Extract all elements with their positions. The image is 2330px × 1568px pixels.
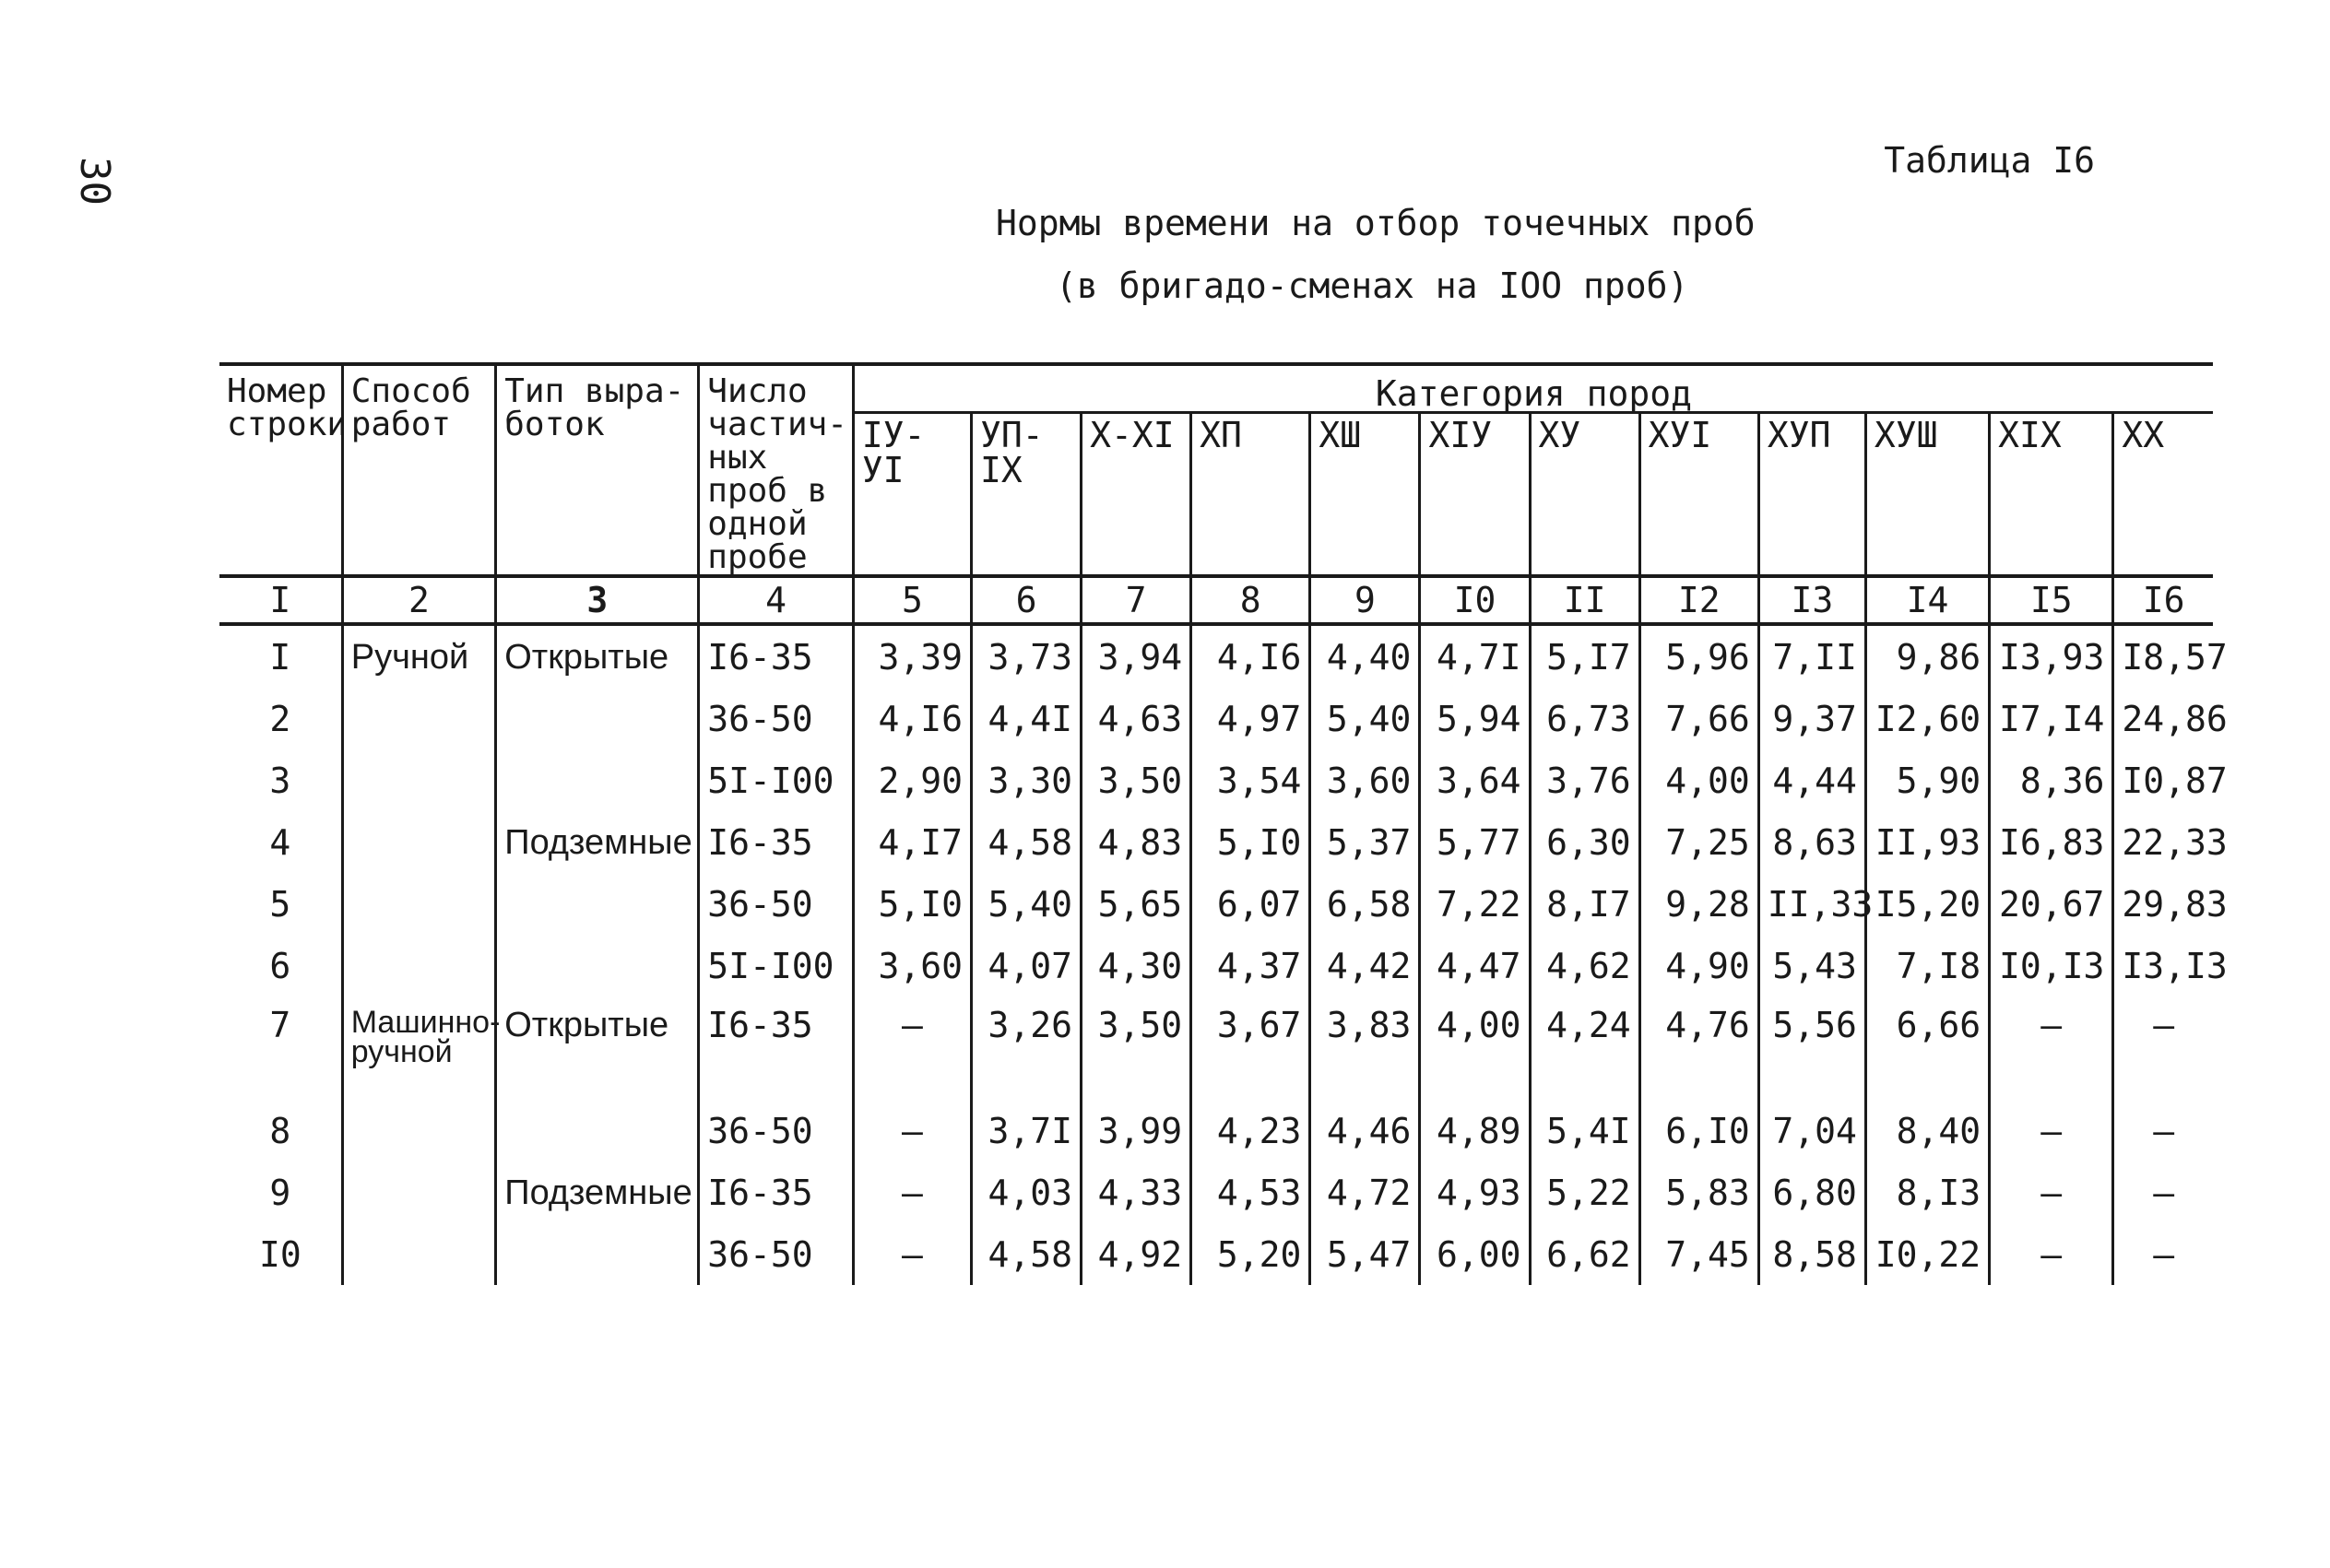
cell-value: – — [2113, 996, 2213, 1100]
cell-value: 6,00 — [1420, 1223, 1530, 1285]
cell-value: 4,58 — [971, 1223, 1081, 1285]
cell-value: 5,56 — [1758, 996, 1865, 1100]
header-category-6: XIУ — [1420, 412, 1530, 576]
cell-value: 5,94 — [1420, 688, 1530, 749]
cell-value: 6,80 — [1758, 1161, 1865, 1223]
cell-row-number: I — [269, 636, 291, 678]
cell-value: 4,I6 — [853, 688, 971, 749]
cell-value: 5,I0 — [853, 873, 971, 935]
cell-working-type: Подземные — [496, 811, 699, 873]
header-method: Способ работ — [342, 364, 496, 576]
header-category-12: XX — [2113, 412, 2213, 576]
cell-method — [342, 1223, 496, 1285]
cell-value: 5,4I — [1530, 1100, 1639, 1161]
column-number-15: I5 — [1990, 576, 2113, 624]
cell-value: 5,22 — [1530, 1161, 1639, 1223]
cell-value: 9,28 — [1639, 873, 1758, 935]
cell-value: – — [1990, 1223, 2113, 1285]
table-row — [219, 1161, 2213, 1223]
cell-value: 4,44 — [1758, 749, 1865, 811]
cell-value: 2,90 — [853, 749, 971, 811]
cell-value: 3,64 — [1420, 749, 1530, 811]
header-category-4: XП — [1191, 412, 1310, 576]
cell-value: 4,46 — [1310, 1100, 1420, 1161]
cell-partial-samples: I6-35 — [699, 996, 854, 1100]
cell-method — [342, 873, 496, 935]
cell-value: 3,50 — [1082, 749, 1191, 811]
cell-row-number: 2 — [269, 698, 291, 739]
cell-value: II,33 — [1758, 873, 1865, 935]
cell-value: I7,I4 — [1990, 688, 2113, 749]
header-partial-samples: Число частич-ных проб в одной пробе — [699, 364, 854, 576]
cell-value: I3,93 — [1990, 624, 2113, 688]
cell-value: 6,73 — [1530, 688, 1639, 749]
cell-working-type: Подземные — [496, 1161, 699, 1223]
cell-value: 3,73 — [971, 624, 1081, 688]
cell-value: 7,04 — [1758, 1100, 1865, 1161]
cell-partial-samples: I6-35 — [699, 1161, 854, 1223]
cell-value: 5,40 — [1310, 688, 1420, 749]
column-number-14: I4 — [1865, 576, 1989, 624]
cell-value: 4,30 — [1082, 935, 1191, 996]
cell-value: 7,II — [1758, 624, 1865, 688]
cell-partial-samples: 36-50 — [699, 1100, 854, 1161]
cell-value: – — [853, 1100, 971, 1161]
column-number-3: 3 — [496, 576, 699, 624]
cell-value: I5,20 — [1865, 873, 1989, 935]
cell-value: 3,76 — [1530, 749, 1639, 811]
cell-value: 6,30 — [1530, 811, 1639, 873]
cell-value: 3,26 — [971, 996, 1081, 1100]
cell-value: 8,63 — [1758, 811, 1865, 873]
cell-working-type — [496, 688, 699, 749]
cell-value: 4,83 — [1082, 811, 1191, 873]
cell-value: 4,24 — [1530, 996, 1639, 1100]
column-number-16: I6 — [2113, 576, 2213, 624]
cell-row-number: I0 — [258, 1233, 302, 1275]
header-category-group: Категория пород — [853, 364, 2213, 412]
cell-value: – — [853, 1161, 971, 1223]
cell-partial-samples: I6-35 — [699, 811, 854, 873]
cell-working-type: Открытые — [496, 624, 699, 688]
table-title: Нормы времени на отбор точечных проб — [996, 203, 1756, 243]
cell-partial-samples: 5I-I00 — [699, 935, 854, 996]
table-row — [219, 688, 2213, 749]
cell-partial-samples: 5I-I00 — [699, 749, 854, 811]
cell-method — [342, 688, 496, 749]
cell-value: 5,83 — [1639, 1161, 1758, 1223]
cell-value: I0,87 — [2113, 749, 2213, 811]
cell-value: 22,33 — [2113, 811, 2213, 873]
cell-value: 4,I7 — [853, 811, 971, 873]
cell-value: 3,30 — [971, 749, 1081, 811]
cell-value: 5,43 — [1758, 935, 1865, 996]
cell-row-number: 7 — [269, 1005, 291, 1045]
cell-value: – — [853, 996, 971, 1100]
column-number-12: I2 — [1639, 576, 1758, 624]
cell-method — [342, 749, 496, 811]
cell-value: 4,42 — [1310, 935, 1420, 996]
header-category-2: УП-IX — [971, 412, 1081, 576]
cell-value: 5,I0 — [1191, 811, 1310, 873]
cell-value: 4,63 — [1082, 688, 1191, 749]
cell-value: 4,53 — [1191, 1161, 1310, 1223]
cell-value: 9,37 — [1758, 688, 1865, 749]
cell-value: 9,86 — [1865, 624, 1989, 688]
cell-value: I2,60 — [1865, 688, 1989, 749]
cell-value: 7,25 — [1639, 811, 1758, 873]
table-row — [219, 624, 2213, 688]
header-row-top — [219, 364, 2213, 412]
column-number-7: 7 — [1082, 576, 1191, 624]
cell-value: 6,I0 — [1639, 1100, 1758, 1161]
cell-value: 3,50 — [1082, 996, 1191, 1100]
cell-value: 4,00 — [1420, 996, 1530, 1100]
cell-value: I6,83 — [1990, 811, 2113, 873]
column-number-9: 9 — [1310, 576, 1420, 624]
cell-value: 8,40 — [1865, 1100, 1989, 1161]
cell-value: 4,92 — [1082, 1223, 1191, 1285]
cell-value: 7,I8 — [1865, 935, 1989, 996]
cell-value: – — [2113, 1223, 2213, 1285]
header-working-type: Тип выра-боток — [496, 364, 699, 576]
cell-value: 3,94 — [1082, 624, 1191, 688]
page-number: 30 — [71, 157, 118, 206]
cell-partial-samples: 36-50 — [699, 688, 854, 749]
cell-working-type — [496, 873, 699, 935]
cell-value: 6,07 — [1191, 873, 1310, 935]
cell-value: 5,20 — [1191, 1223, 1310, 1285]
cell-value: 20,67 — [1990, 873, 2113, 935]
cell-value: 5,96 — [1639, 624, 1758, 688]
cell-method: Ручной — [342, 624, 496, 688]
cell-value: 3,60 — [1310, 749, 1420, 811]
cell-value: I8,57 — [2113, 624, 2213, 688]
cell-value: II,93 — [1865, 811, 1989, 873]
cell-value: – — [1990, 1161, 2113, 1223]
cell-value: 8,I7 — [1530, 873, 1639, 935]
cell-value: 4,76 — [1639, 996, 1758, 1100]
cell-value: 7,22 — [1420, 873, 1530, 935]
header-category-8: XУI — [1639, 412, 1758, 576]
cell-value: 4,33 — [1082, 1161, 1191, 1223]
column-number-11: II — [1530, 576, 1639, 624]
cell-value: 6,66 — [1865, 996, 1989, 1100]
cell-partial-samples: I6-35 — [699, 624, 854, 688]
cell-method — [342, 1100, 496, 1161]
column-number-row — [219, 576, 2213, 624]
column-number-4: 4 — [699, 576, 854, 624]
cell-value: 3,7I — [971, 1100, 1081, 1161]
cell-value: 4,07 — [971, 935, 1081, 996]
cell-value: 8,58 — [1758, 1223, 1865, 1285]
column-number-5: 5 — [853, 576, 971, 624]
cell-value: 4,00 — [1639, 749, 1758, 811]
header-category-1: IУ-УI — [853, 412, 971, 576]
cell-value: 5,65 — [1082, 873, 1191, 935]
cell-value: 6,58 — [1310, 873, 1420, 935]
table-subtitle: (в бригадо-сменах на IOO проб) — [1056, 265, 1689, 306]
header-row-number: Номер строки — [219, 364, 342, 576]
cell-value: – — [1990, 1100, 2113, 1161]
table-row — [219, 873, 2213, 935]
cell-row-number: 4 — [269, 821, 291, 863]
table-row — [219, 811, 2213, 873]
cell-value: 4,97 — [1191, 688, 1310, 749]
column-number-8: 8 — [1191, 576, 1310, 624]
cell-value: 4,62 — [1530, 935, 1639, 996]
cell-value: I0,22 — [1865, 1223, 1989, 1285]
norms-table — [219, 362, 2228, 1285]
column-number-6: 6 — [971, 576, 1081, 624]
cell-value: 5,40 — [971, 873, 1081, 935]
cell-value: 4,03 — [971, 1161, 1081, 1223]
cell-value: 3,99 — [1082, 1100, 1191, 1161]
cell-method — [342, 935, 496, 996]
table-row — [219, 749, 2213, 811]
cell-value: 4,89 — [1420, 1100, 1530, 1161]
cell-working-type: Открытые — [496, 996, 699, 1100]
cell-value: 4,4I — [971, 688, 1081, 749]
column-number-1: I — [219, 576, 342, 624]
column-number-13: I3 — [1758, 576, 1865, 624]
header-category-10: XУШ — [1865, 412, 1989, 576]
cell-value: 4,47 — [1420, 935, 1530, 996]
cell-value: 5,77 — [1420, 811, 1530, 873]
header-category-3: X-XI — [1082, 412, 1191, 576]
cell-value: 4,90 — [1639, 935, 1758, 996]
cell-value: 3,67 — [1191, 996, 1310, 1100]
cell-value: 5,I7 — [1530, 624, 1639, 688]
cell-working-type — [496, 935, 699, 996]
cell-value: 4,37 — [1191, 935, 1310, 996]
cell-row-number: 9 — [269, 1172, 291, 1213]
table-row — [219, 1223, 2213, 1285]
cell-value: 3,54 — [1191, 749, 1310, 811]
cell-partial-samples: 36-50 — [699, 1223, 854, 1285]
cell-value: 3,39 — [853, 624, 971, 688]
cell-value: I0,I3 — [1990, 935, 2113, 996]
cell-row-number: 6 — [269, 945, 291, 986]
cell-value: 7,45 — [1639, 1223, 1758, 1285]
cell-value: – — [2113, 1161, 2213, 1223]
cell-value: 3,60 — [853, 935, 971, 996]
cell-value: 4,40 — [1310, 624, 1420, 688]
cell-value: 29,83 — [2113, 873, 2213, 935]
cell-value: 3,83 — [1310, 996, 1420, 1100]
cell-method — [342, 1161, 496, 1223]
header-category-11: XIX — [1990, 412, 2113, 576]
cell-value: 5,90 — [1865, 749, 1989, 811]
cell-row-number: 8 — [269, 1110, 291, 1151]
cell-value: 4,72 — [1310, 1161, 1420, 1223]
cell-value: 4,23 — [1191, 1100, 1310, 1161]
cell-value: – — [2113, 1100, 2213, 1161]
table-label: Таблица I6 — [1884, 140, 2095, 181]
table-row — [219, 935, 2213, 996]
header-category-9: XУП — [1758, 412, 1865, 576]
cell-value: 4,58 — [971, 811, 1081, 873]
cell-value: 5,47 — [1310, 1223, 1420, 1285]
cell-value: 8,I3 — [1865, 1161, 1989, 1223]
column-number-2: 2 — [342, 576, 496, 624]
cell-partial-samples: 36-50 — [699, 873, 854, 935]
cell-value: 4,7I — [1420, 624, 1530, 688]
table-row — [219, 1100, 2213, 1161]
cell-value: 8,36 — [1990, 749, 2113, 811]
cell-working-type — [496, 1223, 699, 1285]
cell-row-number: 3 — [269, 760, 291, 801]
cell-value: I3,I3 — [2113, 935, 2213, 996]
cell-value: 6,62 — [1530, 1223, 1639, 1285]
cell-value: 4,I6 — [1191, 624, 1310, 688]
cell-value: 7,66 — [1639, 688, 1758, 749]
cell-method: Машинно-ручной — [342, 996, 496, 1100]
cell-working-type — [496, 1100, 699, 1161]
cell-value: 4,93 — [1420, 1161, 1530, 1223]
cell-method — [342, 811, 496, 873]
column-number-10: I0 — [1420, 576, 1530, 624]
cell-value: – — [1990, 996, 2113, 1100]
table-row — [219, 996, 2213, 1100]
cell-working-type — [496, 749, 699, 811]
cell-value: 24,86 — [2113, 688, 2213, 749]
header-category-5: XШ — [1310, 412, 1420, 576]
header-category-7: XУ — [1530, 412, 1639, 576]
cell-value: 5,37 — [1310, 811, 1420, 873]
cell-value: – — [853, 1223, 971, 1285]
cell-row-number: 5 — [269, 883, 291, 925]
